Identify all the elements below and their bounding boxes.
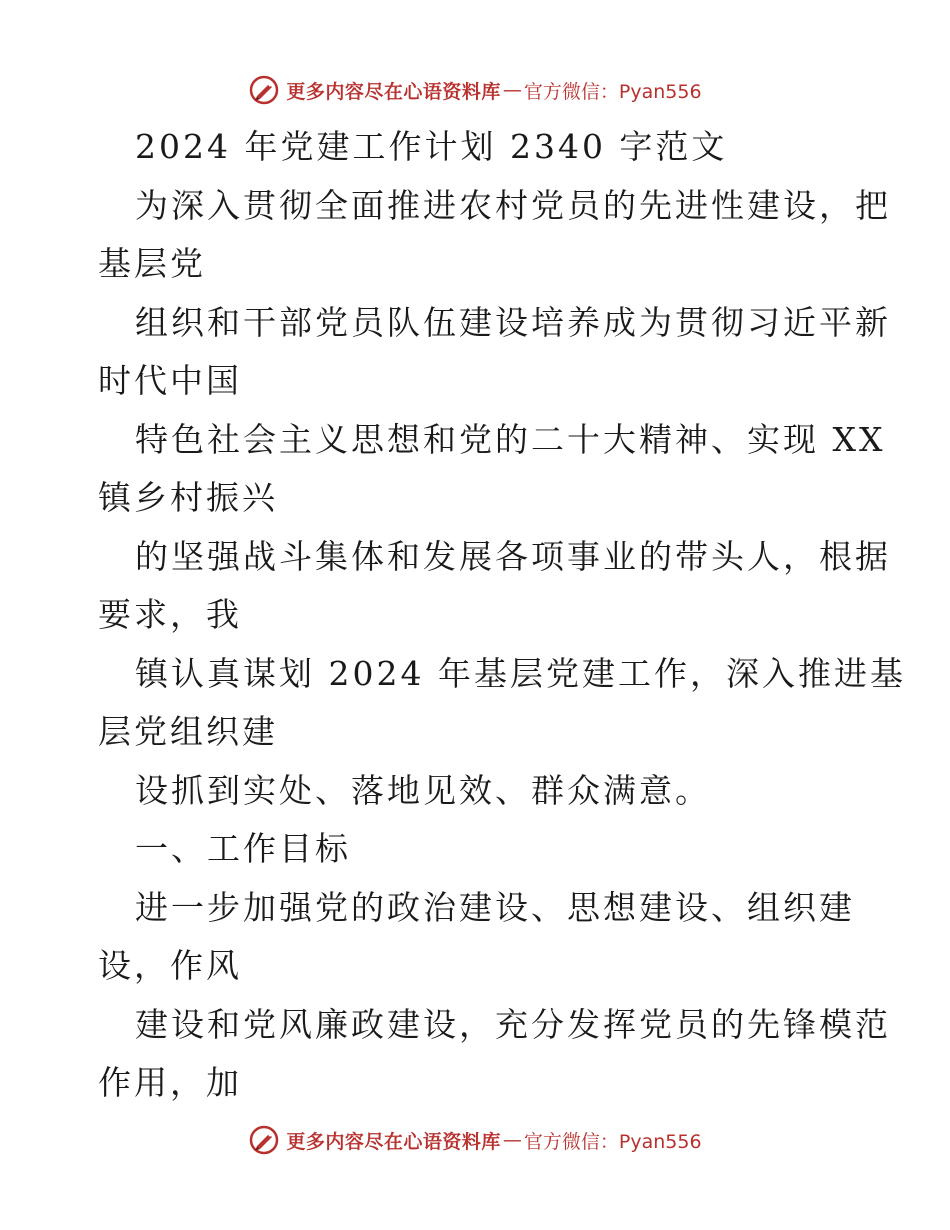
banner-wechat: 官方微信：Pyan556: [523, 1130, 702, 1153]
paragraph-line: 要求，我: [98, 595, 242, 634]
footer-watermark-banner: [0, 1120, 950, 1160]
paragraph-line: 设，作风: [98, 946, 242, 985]
paragraph-line: 时代中国: [98, 361, 242, 400]
banner-wechat: 官方微信：Pyan556: [523, 80, 702, 103]
header-watermark-banner: [0, 70, 950, 110]
pen-nib-logo-icon: [248, 74, 280, 106]
banner-title: 更多内容尽在心语资料库: [286, 1130, 501, 1153]
paragraph-line: 建设和党风廉政建设，充分发挥党员的先锋模范: [135, 1004, 891, 1044]
document-body: [98, 118, 906, 1113]
paragraph-line: 特色社会主义思想和党的二十大精神、实现 XX: [135, 419, 886, 459]
paragraph-line: 为深入贯彻全面推进农村党员的先进性建设，把: [135, 185, 891, 225]
paragraph-line: 组织和干部党员队伍建设培养成为贯彻习近平新: [135, 302, 891, 342]
banner-title: 更多内容尽在心语资料库: [286, 80, 501, 103]
section-heading: 一、工作目标: [135, 829, 351, 868]
paragraph-line: 基层党: [98, 244, 206, 283]
paragraph-line: 镇认真谋划 2024 年基层党建工作，深入推进基: [135, 653, 906, 693]
paragraph-line: 镇乡村振兴: [98, 478, 278, 517]
banner-separator: —: [502, 79, 522, 101]
pen-nib-logo-icon: [248, 1124, 280, 1156]
paragraph-line: 层党组织建: [98, 712, 278, 751]
paragraph-line: 设抓到实处、落地见效、群众满意。: [135, 770, 711, 810]
paragraph-line: 的坚强战斗集体和发展各项事业的带头人，根据: [135, 536, 891, 576]
banner-separator: —: [502, 1129, 522, 1151]
paragraph-line: 进一步加强党的政治建设、思想建设、组织建: [135, 887, 855, 927]
document-title: 2024 年党建工作计划 2340 字范文: [135, 127, 728, 166]
paragraph-line: 作用，加: [98, 1063, 242, 1102]
